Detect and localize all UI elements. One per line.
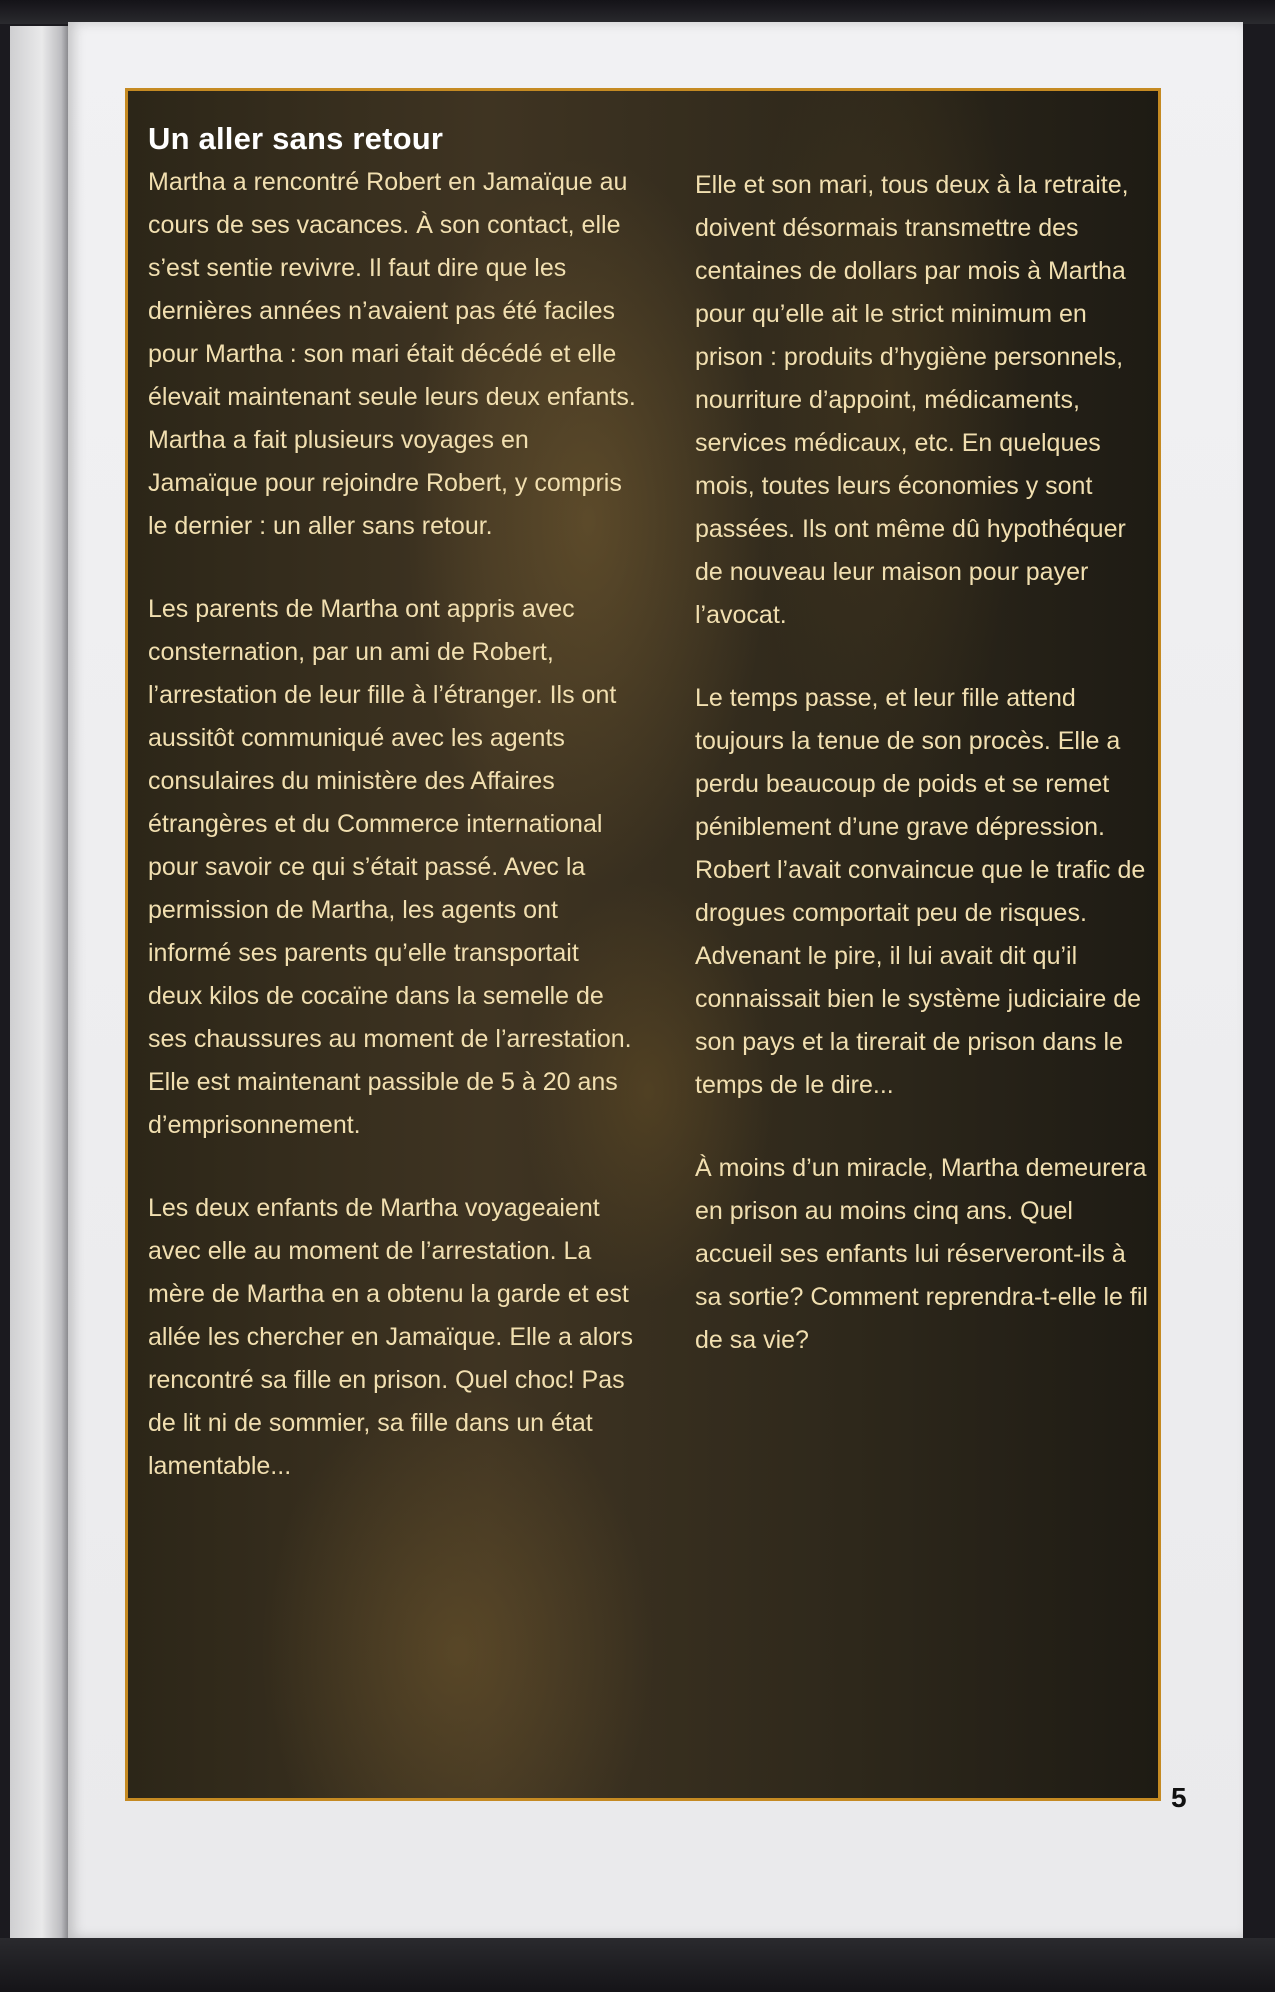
right-paragraph-3: À moins d’un miracle, Martha demeurera en prison au moins cinq ans. Quel accueil ses enfants lui réserveront-ils à sa sortie? Comment reprendra-t-elle le fil de sa vie? [695, 1154, 1148, 1354]
left-paragraph-2: Les parents de Martha ont appris avec consternation, par un ami de Robert, l’arrestation de leur fille à l’étranger. Ils ont aussitôt communiqué avec les agents consulaires du ministère des Affaires étrangères et du Commerce international pour savoir ce qui s’était passé. Avec la permission de Martha, les agents ont informé ses parents qu’elle transportait deux kilos de cocaïne dans la semelle de ses chaussures au moment de l’arrestation. Elle est maintenant passible de 5 à 20 ans d’emprisonnement. [148, 595, 632, 1139]
left-paragraph-3: Les deux enfants de Martha voyageaient avec elle au moment de l’arrestation. La mère de Martha en a obtenu la garde et est allée les chercher en Jamaïque. Elle a alors rencontré sa fille en prison. Quel choc! Pas de lit ni de sommier, sa fille dans un état lamentable... [148, 1194, 633, 1480]
article-title: Un aller sans retour [148, 121, 444, 156]
scan-top-edge [0, 0, 1275, 24]
photo-background-panel [125, 88, 1161, 1801]
left-paragraph-1: Martha a rencontré Robert en Jamaïque au cours de ses vacances. À son contact, elle s’est sentie revivre. Il faut dire que les dernières années n’avaient pas été faciles pour Martha : son mari était décédé et elle élevait maintenant seule leurs deux enfants. Martha a fait plusieurs voyages en Jamaïque pour rejoindre Robert, y compris le dernier : un aller sans retour. [148, 168, 636, 540]
left-column [148, 121, 638, 1528]
previous-page-edge [10, 26, 68, 1938]
scan-bottom-edge [0, 1938, 1275, 1992]
right-paragraph-1: Elle et son mari, tous deux à la retraite, doivent désormais transmettre des centaines de dollars par mois à Martha pour qu’elle ait le strict minimum en prison : produits d’hygiène personnels, nourriture d’appoint, médicaments, services médicaux, etc. En quelques mois, toutes leurs économies y sont passées. Ils ont même dû hypothéquer de nouveau leur maison pour payer l’avocat. [695, 171, 1129, 629]
booklet-page [68, 22, 1243, 1938]
right-column [695, 164, 1155, 1402]
page-number: 5 [1171, 1782, 1187, 1813]
right-paragraph-2: Le temps passe, et leur fille attend toujours la tenue de son procès. Elle a perdu beaucoup de poids et se remet péniblement d’une grave dépression. Robert l’avait convaincue que le trafic de drogues comportait peu de risques. Advenant le pire, il lui avait dit qu’il connaissait bien le système judiciaire de son pays et la tirerait de prison dans le temps de le dire... [695, 684, 1146, 1099]
